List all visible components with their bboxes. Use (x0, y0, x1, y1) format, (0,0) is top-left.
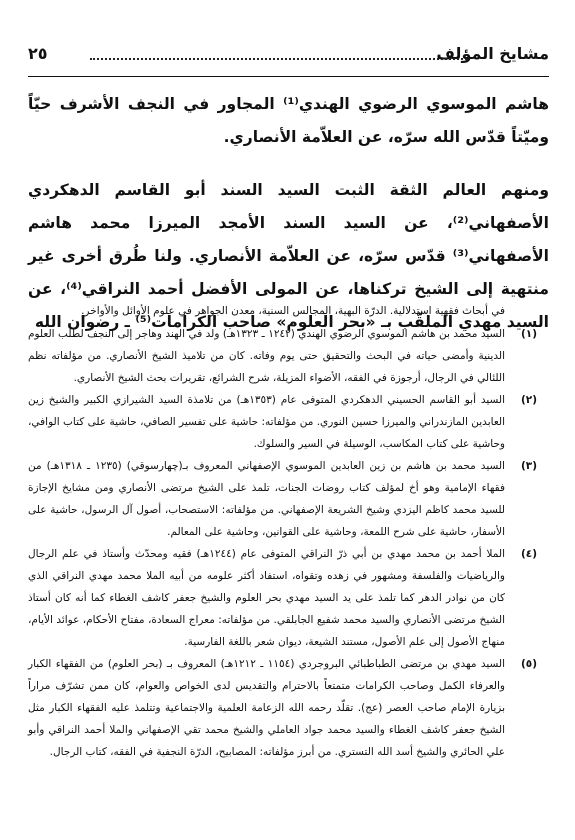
paragraph-2: ومنهم العالم الثقة الثبت السيد السند أبو القاسم الدهكردي الأصفهاني⁽²⁾، عن السيد السند الأمجد الميرزا محمد هاشم الأصفهاني⁽³⁾ قدّس سرّه، عن العلاّمة الأنصاري. ولنا طُرق أخرى غير منتهية إلى الشيخ تركناها، عن المولى الأفضل أحمد النراقي⁽⁴⁾، عن السيد مهدي الملقّب بـ «بحر العلوم» صاحب الكرامات⁽⁵⁾ ـ رضوان الله (28, 181, 549, 331)
footnote-text: الملا أحمد بن محمد مهدي بن أبي ذرّ النراقي المتوفى عام (١٢٤٤هـ) فقيه ومحدّث وأستاذ في علم الرجال والرياضيات والفلسفة ومشهور في زهده وتقواه، استفاد أكثر علومه من أبيه الملا محمد مهدي النراقي الذي كان من نوادر الدهر كما تلمذ على يد السيد مهدي بحر العلوم والشيخ جعفر كاشف الغطاء كما أنه كان أستاذ الشيخ مرتضى الأنصاري والسيد محمد شفيع الجابلقي. من مؤلفاته: معراج السعادة، مفتاح الأحكام، عوائد الأيام، منهاج الأصول إلى علم الأصول، مستند الشيعة، ديوان شعر باللغة الفارسية. (28, 548, 505, 648)
footnote-number: (١) (520, 328, 538, 340)
running-title: مشايخ المؤلف (436, 44, 549, 63)
footnote-text: السيد محمد بن هاشم الموسوي الرضوي الهندي (١٢٤٢ ـ ١٣٢٣هـ) ولد في الهند وهاجر إلى النجف لطلب العلوم الدينية وأمضى حياته في البحث والتحقيق حتى يوم وفاته. كان من تلاميذ الشيخ الأنصاري. من مؤلفاته نظم اللئالي في الرجال، أرجوزة في الفقه، الأضواء المزيلة، شرح الشرائع، تقريرات بحث الشيخ الأنصاري. (28, 328, 505, 384)
footnote-4 (28, 543, 549, 653)
footnote-number: (٢) (520, 394, 538, 406)
footnote-number: (٣) (520, 460, 538, 472)
footnote-continuation: في أبحاث فقهية استدلالية. الدرّة البهية، المجالس السنية، معدن الجواهر في علوم الأوائل والأواخر. (81, 305, 505, 317)
page-number: ٢٥ (28, 44, 48, 63)
footnote-number: (٤) (520, 548, 538, 560)
footnote-text: السيد محمد بن هاشم بن زين العابدين الموسوي الإصفهاني المعروف بـ(چهارسوقي) (١٢٣٥ ـ ١٣١٨هـ) من فقهاء الإمامية وهو أخ لمؤلف كتاب روضات الجنات، تلمذ على الشيخ مرتضى الأنصاري ومن مشايخ الإجازة للسيد محمد كاظم اليزدي وشيخ الشريعة الإصفهاني. من مؤلفاته: الاستصحاب، أصول آل الرسول، حاشية على الأسفار، حاشية على شرح اللمعة، وحاشية على القوانين، وحاشية على المعالم. (28, 460, 505, 538)
paragraph-1: هاشم الموسوي الرضوي الهندي⁽¹⁾ المجاور في النجف الأشرف حيّاً وميّتاً قدّس الله سرّه، عن العلاّمة الأنصاري. (28, 95, 549, 146)
footnote-2 (28, 389, 549, 455)
footnote-1 (28, 323, 549, 389)
footnote-number: (٥) (520, 658, 538, 670)
footnote-text: السيد مهدي بن مرتضى الطباطبائي البروجردي (١١٥٤ ـ ١٢١٢هـ) المعروف بـ (بحر العلوم) من الفقهاء الكبار والعرفاء الكمل وصاحب الكرامات متمتعاً بالاحترام والتقديس لدى الخواص والعوام، كان ممن تشرّف مراراً بزيارة الإمام صاحب العصر (عج). تقلّد رحمه الله الزعامة العلمية والاجتماعية وتتلمذ عليه الفقهاء الكبار مثل الشيخ جعفر كاشف الغطاء والسيد محمد جواد العاملي والشيخ محمد تقي الإصفهاني والملا أحمد النراقي وأبو علي الحائري والشيخ أسد الله التستري. من أبرز مؤلفاته: المصابيح، الدرّة النجفية في الفقه، كتاب الرجال. (28, 658, 505, 758)
page-header (28, 44, 549, 74)
header-rule (28, 76, 549, 77)
footnote-text: السيد أبو القاسم الحسيني الدهكردي المتوفى عام (١٣٥٣هـ) من تلامذة السيد الشيرازي الكبير والشيخ زين العابدين المازندراني والميرزا حسين النوري. من مؤلفاته: حاشية على تفسير الصافي، حاشية على كتاب الوافي، وحاشية على كتاب المكاسب، الوسيلة في السير والسلوك. (28, 394, 505, 450)
footnote-3 (28, 455, 549, 543)
footnotes (28, 300, 549, 763)
header-dotted-leader (90, 58, 467, 60)
footnote-5 (28, 653, 549, 763)
